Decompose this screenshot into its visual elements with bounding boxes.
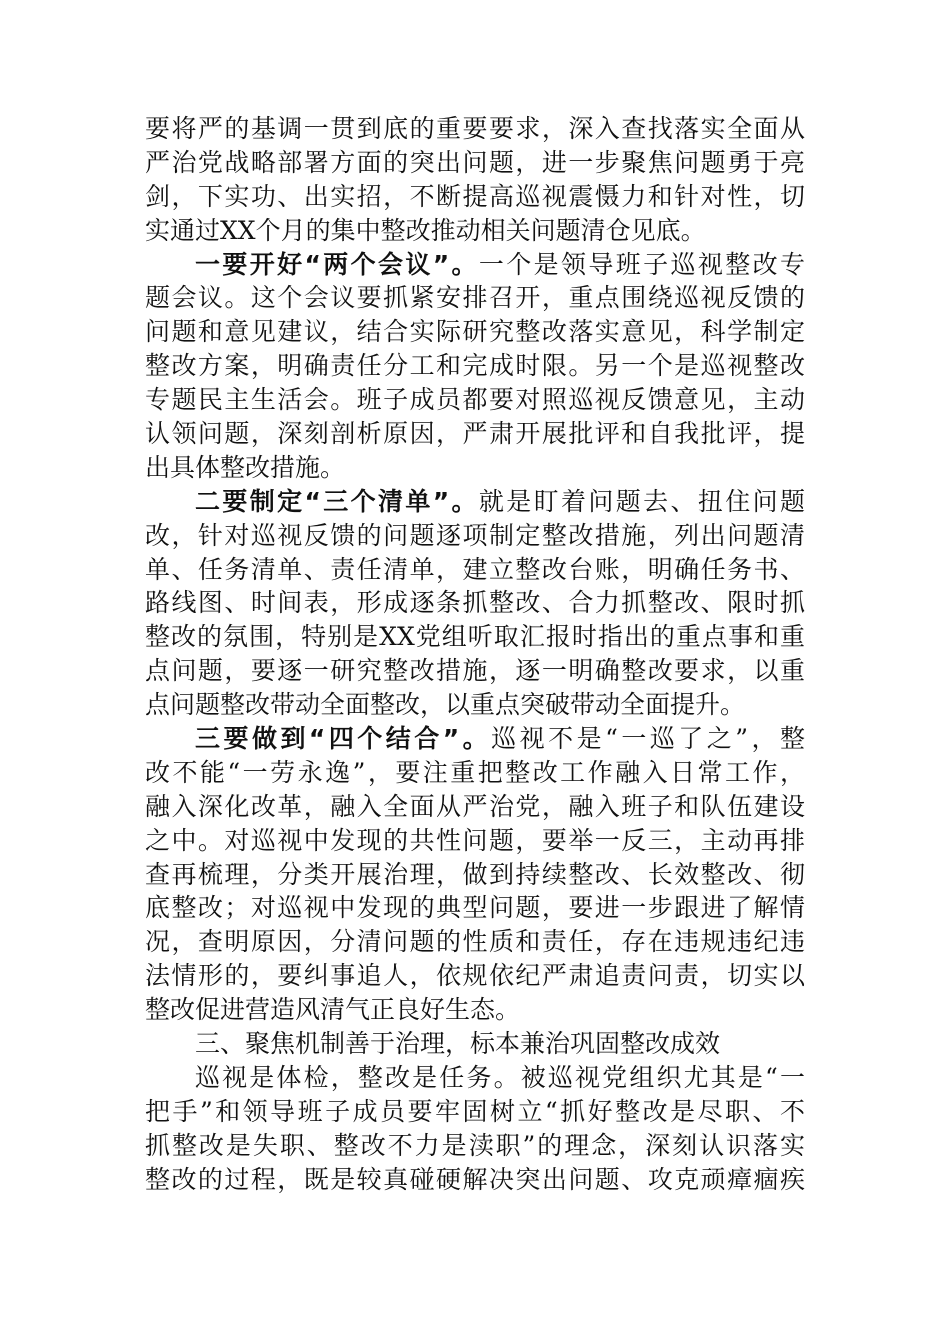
paragraph-two-meetings — [145, 248, 805, 485]
paragraph-lead-heading: 二要制定“三个清单”。 — [195, 486, 479, 516]
text-line: 底整改；对巡视中发现的典型问题，要进一步跟进了解情 — [145, 893, 805, 923]
text-span: 就是盯着问题去、扭住问题 — [478, 486, 805, 516]
paragraph-lead-heading: 三要做到“四个结合”。 — [195, 724, 492, 754]
text-span: 巡视不是“一巡了之”，整 — [491, 724, 806, 754]
text-line: 整改的氛围，特别是XX党组听取汇报时指出的重点事和重 — [145, 622, 805, 652]
text-line: 认领问题，深刻剖析原因，严肃开展批评和自我批评，提 — [145, 419, 805, 449]
text-line: 要将严的基调一贯到底的重要要求，深入查找落实全面从 — [145, 114, 805, 143]
text-line: 专题民主生活会。班子成员都要对照巡视反馈意见，主动 — [145, 385, 805, 415]
text-line: 路线图、时间表，形成逐条抓整改、合力抓整改、限时抓 — [145, 588, 805, 618]
text-line: 实通过XX个月的集中整改推动相关问题清仓见底。 — [145, 215, 706, 245]
text-line: 问题和意见建议，结合实际研究整改落实意见，科学制定 — [145, 317, 805, 347]
paragraph-inspection — [145, 1061, 805, 1197]
text-line: 出具体整改措施。 — [145, 452, 346, 482]
text-line: 之中。对巡视中发现的共性问题，要举一反三，主动再排 — [145, 825, 805, 855]
text-line: 法情形的，要纠事追人，依规依纪严肃追责问责，切实以 — [145, 961, 805, 991]
text-line: 抓整改是失职、整改不力是渎职”的理念，深刻认识落实 — [145, 1130, 805, 1160]
text-line: 把手”和领导班子成员要牢固树立“抓好整改是尽职、不 — [145, 1096, 805, 1126]
text-line: 剑，下实功、出实招，不断提高巡视震慑力和针对性，切 — [145, 181, 805, 211]
section-heading-text: 三、聚焦机制善于治理，标本兼治巩固整改成效 — [195, 1029, 721, 1059]
paragraph-three-lists — [145, 485, 805, 722]
text-line: 整改的过程，既是较真碰硬解决突出问题、攻克顽瘴痼疾 — [145, 1164, 805, 1194]
text-line: 况，查明原因，分清问题的性质和责任，存在违规违纪违 — [145, 927, 805, 957]
text-line — [145, 248, 805, 282]
document-body — [145, 112, 805, 1197]
text-line: 整改促进营造风清气正良好生态。 — [145, 995, 521, 1025]
paragraph-lead-heading: 一要开好“两个会议”。 — [195, 249, 479, 279]
text-line: 点问题整改带动全面整改，以重点突破带动全面提升。 — [145, 690, 746, 720]
text-line: 融入深化改革，融入全面从严治党，融入班子和队伍建设 — [145, 791, 805, 821]
text-line: 查再梳理，分类开展治理，做到持续整改、长效整改、彻 — [145, 859, 805, 889]
text-line: 点问题，要逐一研究整改措施，逐一明确整改要求，以重 — [145, 656, 805, 686]
text-line — [145, 485, 805, 519]
text-line: 严治党战略部署方面的突出问题，进一步聚焦问题勇于亮 — [145, 147, 805, 177]
text-line — [145, 722, 805, 756]
text-line: 整改方案，明确责任分工和完成时限。另一个是巡视整改 — [145, 351, 805, 381]
paragraph-four-combinations — [145, 722, 805, 1027]
text-line: 单、任务清单、责任清单，建立整改台账，明确任务书、 — [145, 554, 805, 584]
text-line: 改不能“一劳永逸”，要注重把整改工作融入日常工作， — [145, 757, 805, 787]
paragraph-continued — [145, 112, 805, 248]
text-line: 改，针对巡视反馈的问题逐项制定整改措施，列出问题清 — [145, 520, 805, 550]
text-line: 巡视是体检，整改是任务。被巡视党组织尤其是“一 — [195, 1062, 805, 1092]
text-line: 题会议。这个会议要抓紧安排召开，重点围绕巡视反馈的 — [145, 283, 805, 313]
section-heading — [145, 1027, 805, 1061]
text-span: 一个是领导班子巡视整改专 — [478, 249, 805, 279]
